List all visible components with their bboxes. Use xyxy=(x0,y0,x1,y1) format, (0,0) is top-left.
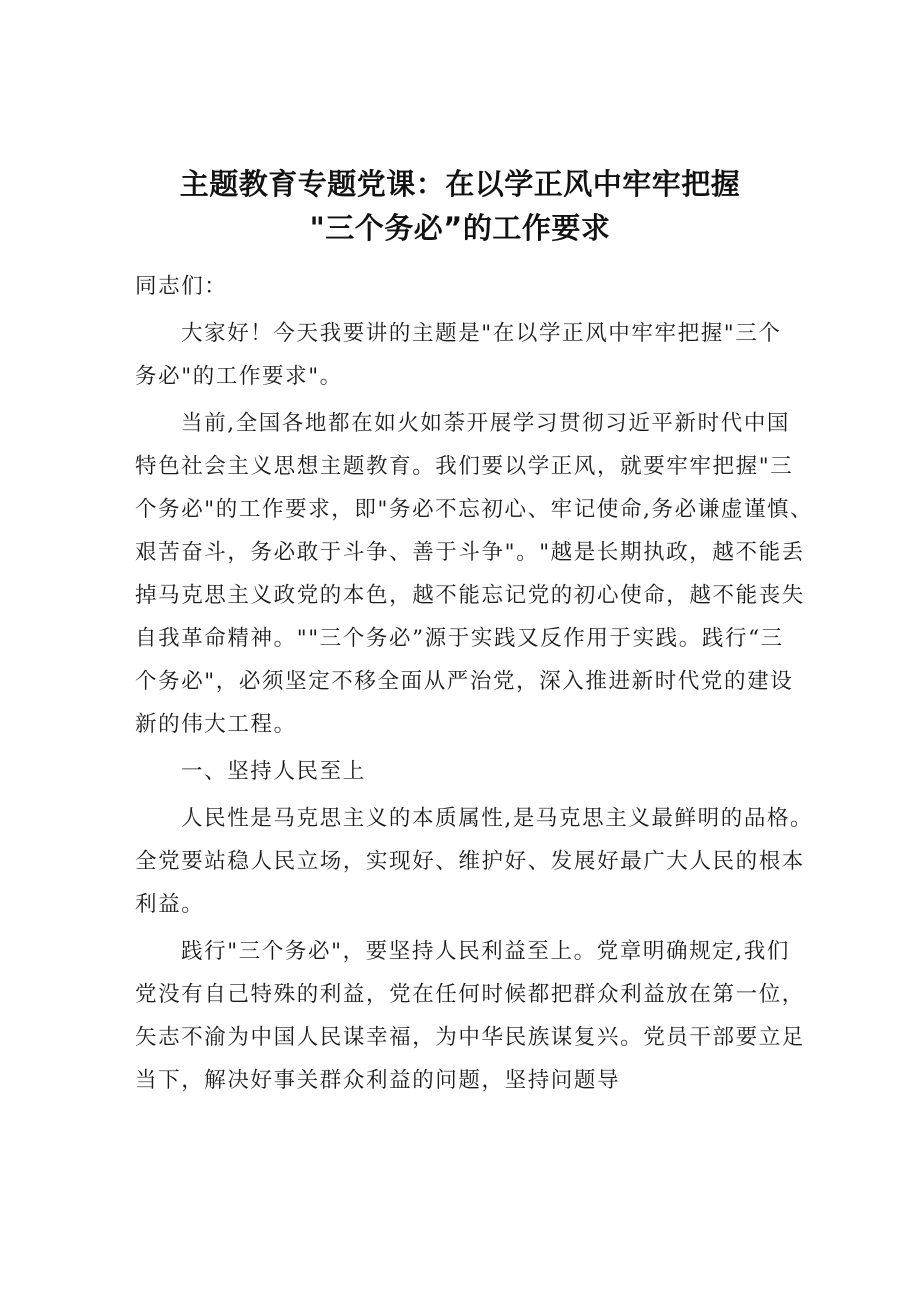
paragraph-1-line-2: 务必"的工作要求"。 xyxy=(135,364,343,389)
document-title-line-2: "三个务必”的工作要求 xyxy=(309,211,611,245)
paragraph-4-line-2: 党没有自己特殊的利益，党在任何时候都把群众利益放在第一位， xyxy=(135,982,805,1007)
paragraph-4-line-1: 践行"三个务必"，要坚持人民利益至上。党章明确规定,我们 xyxy=(181,939,790,964)
paragraph-2-line-3: 个务必"的工作要求，即"务必不忘初心、牢记使命,务必谦虚谨慎、 xyxy=(135,497,814,522)
paragraph-2-line-2: 特色社会主义思想主题教育。我们要以学正风，就要牢牢把握"三 xyxy=(135,454,794,479)
paragraph-2-line-6: 自我革命精神。""三个务必”源于实践又反作用于实践。践行“三 xyxy=(135,626,784,651)
paragraph-2-line-1: 当前,全国各地都在如火如荼开展学习贯彻习近平新时代中国 xyxy=(181,411,791,436)
salutation: 同志们： xyxy=(135,274,228,299)
paragraph-3-line-3: 利益。 xyxy=(135,892,205,917)
paragraph-2-line-4: 艰苦奋斗，务必敢于斗争、善于斗争"。"越是长期执政，越不能丢 xyxy=(135,540,805,565)
paragraph-2-line-8: 新的伟大工程。 xyxy=(135,712,297,737)
paragraph-3-line-1: 人民性是马克思主义的本质属性,是马克思主义最鲜明的品格。 xyxy=(181,806,814,831)
paragraph-1-line-1: 大家好！今天我要讲的主题是"在以学正风中牢牢把握"三个 xyxy=(181,321,782,346)
document-title-line-1: 主题教育专题党课：在以学正风中牢牢把握 xyxy=(179,167,741,201)
paragraph-2-line-7: 个务必"，必须坚定不移全面从严治党，深入推进新时代党的建设 xyxy=(135,669,794,694)
paragraph-2-line-5: 掉马克思主义政党的本色，越不能忘记党的初心使命，越不能丧失 xyxy=(135,583,805,608)
paragraph-4-line-3: 矢志不渝为中国人民谋幸福，为中华民族谋复兴。党员干部要立足 xyxy=(135,1025,805,1050)
paragraph-3-line-2: 全党要站稳人民立场，实现好、维护好、发展好最广大人民的根本 xyxy=(135,849,805,874)
paragraph-4-line-4: 当下，解决好事关群众利益的问题，坚持问题导 xyxy=(135,1068,621,1093)
section-heading-1: 一、坚持人民至上 xyxy=(181,759,366,784)
